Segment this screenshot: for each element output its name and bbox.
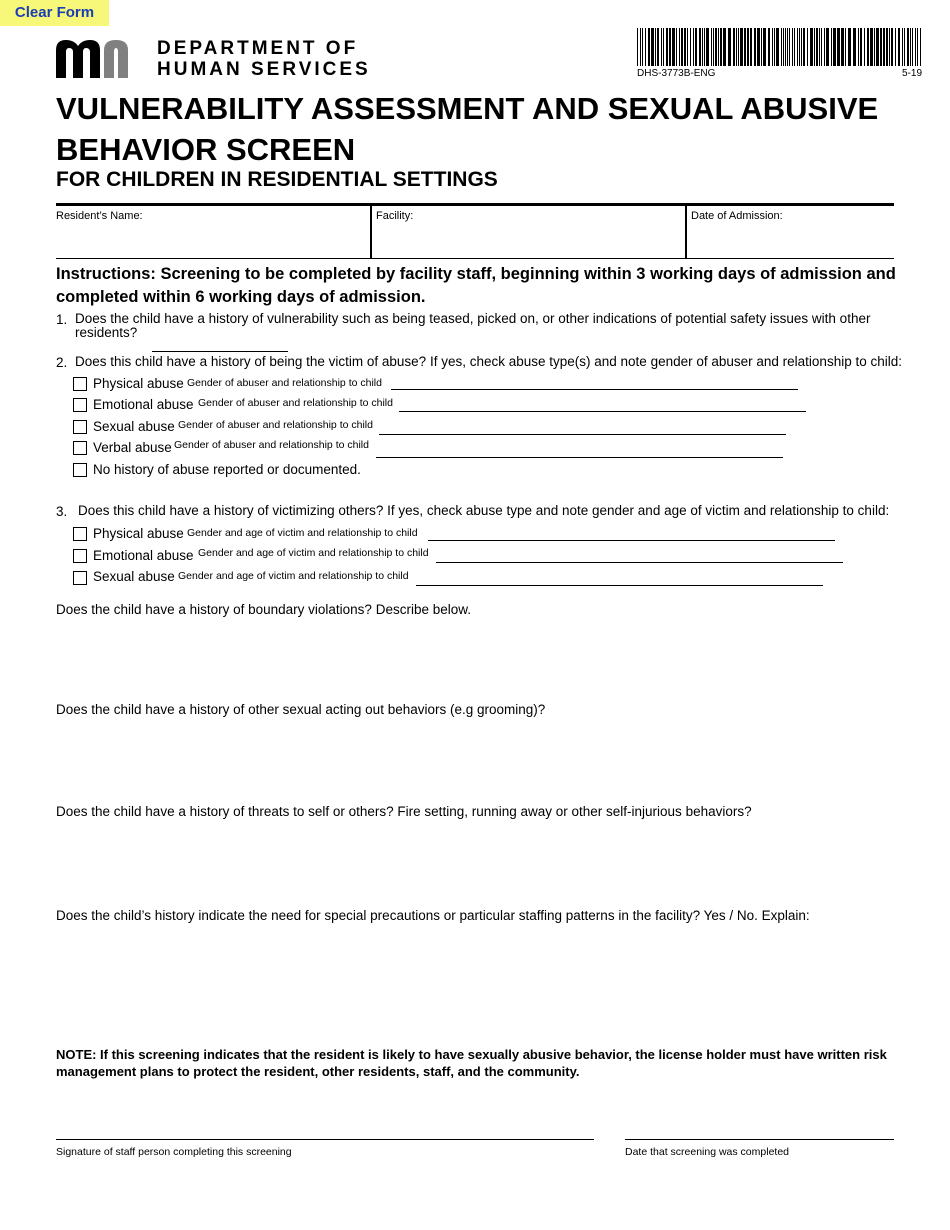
signature-label: Signature of staff person completing this screening bbox=[56, 1146, 292, 1158]
clear-form-button[interactable]: Clear Form bbox=[0, 0, 109, 26]
q3-physical-abuse-label: Physical abuse bbox=[93, 526, 184, 541]
agency-name bbox=[157, 38, 371, 80]
question-2-text: Does this child have a history of being the victim of abuse? If yes, check abuse type(s) and note gender of abuser and relationship to child: bbox=[75, 354, 902, 369]
q2-verbal-abuse-checkbox[interactable] bbox=[73, 441, 87, 455]
q2-emotional-abuse-label: Emotional abuse bbox=[93, 397, 194, 412]
resident-name-label: Resident’s Name: bbox=[56, 210, 143, 222]
date-of-admission-field[interactable] bbox=[691, 206, 894, 258]
q2-physical-abuse-hint: Gender of abuser and relationship to child bbox=[187, 377, 382, 389]
threats-answer[interactable] bbox=[56, 824, 894, 900]
q2-verbal-abuse-hint: Gender of abuser and relationship to child bbox=[174, 439, 369, 451]
q3-emotional-abuse-hint: Gender and age of victim and relationship to child bbox=[198, 547, 429, 559]
divider bbox=[685, 206, 687, 258]
mn-logo-icon bbox=[56, 40, 144, 78]
question-3-text: Does this child have a history of victimizing others? If yes, check abuse type and note gender and age of victim and relationship to child: bbox=[78, 503, 890, 518]
resident-info-table bbox=[56, 203, 894, 259]
q2-no-history-label: No history of abuse reported or documented. bbox=[93, 462, 361, 477]
question-3-number: 3. bbox=[56, 504, 68, 519]
resident-name-field[interactable] bbox=[56, 206, 370, 258]
q2-verbal-abuse-field[interactable] bbox=[376, 457, 783, 458]
q3-emotional-abuse-field[interactable] bbox=[436, 562, 843, 563]
question-1-number: 1. bbox=[56, 312, 68, 327]
facility-label: Facility: bbox=[376, 210, 414, 222]
agency-line-1: DEPARTMENT OF bbox=[157, 38, 359, 59]
q3-sexual-abuse-label: Sexual abuse bbox=[93, 569, 175, 584]
q2-emotional-abuse-field[interactable] bbox=[399, 411, 806, 412]
q3-physical-abuse-field[interactable] bbox=[428, 540, 835, 541]
form-date: 5-19 bbox=[901, 68, 922, 79]
q2-sexual-abuse-checkbox[interactable] bbox=[73, 420, 87, 434]
question-2-number: 2. bbox=[56, 355, 68, 370]
date-of-admission-label: Date of Admission: bbox=[691, 210, 783, 222]
precautions-answer[interactable] bbox=[56, 928, 894, 1036]
grooming-question: Does the child have a history of other sexual acting out behaviors (e.g grooming)? bbox=[56, 702, 546, 717]
q2-physical-abuse-field[interactable] bbox=[391, 389, 798, 390]
q2-verbal-abuse-label: Verbal abuse bbox=[93, 440, 172, 455]
question-1-text: Does the child have a history of vulnerability such as being teased, picked on, or other indications of potential safety issues with other residents? bbox=[75, 311, 871, 340]
q3-sexual-abuse-checkbox[interactable] bbox=[73, 571, 87, 585]
facility-field[interactable] bbox=[376, 206, 684, 258]
page-subtitle: FOR CHILDREN IN RESIDENTIAL SETTINGS bbox=[56, 168, 498, 191]
q3-emotional-abuse-label: Emotional abuse bbox=[93, 548, 194, 563]
agency-line-2: HUMAN SERVICES bbox=[157, 59, 371, 80]
form-number: DHS-3773B-ENG bbox=[637, 68, 716, 79]
precautions-question: Does the child’s history indicate the need for special precautions or particular staffing patterns in the facility? Yes / No. Explain: bbox=[56, 908, 810, 923]
date-completed-field[interactable] bbox=[625, 1139, 894, 1146]
signature-field[interactable] bbox=[56, 1139, 594, 1146]
q3-sexual-abuse-field[interactable] bbox=[416, 585, 823, 586]
boundary-violations-answer[interactable] bbox=[56, 622, 894, 694]
date-completed-label: Date that screening was completed bbox=[625, 1146, 790, 1158]
q3-emotional-abuse-checkbox[interactable] bbox=[73, 549, 87, 563]
boundary-violations-question: Does the child have a history of boundary violations? Describe below. bbox=[56, 602, 471, 617]
q2-sexual-abuse-field[interactable] bbox=[379, 434, 786, 435]
divider bbox=[370, 206, 372, 258]
q2-no-history-checkbox[interactable] bbox=[73, 463, 87, 477]
grooming-answer[interactable] bbox=[56, 722, 894, 796]
risk-management-note: NOTE: If this screening indicates that the resident is likely to have sexually abusive behavior, the license holder must have written risk management plans to protect the resident, other residents, staff, and the community. bbox=[56, 1047, 887, 1079]
q3-sexual-abuse-hint: Gender and age of victim and relationship to child bbox=[178, 570, 409, 582]
threats-question: Does the child have a history of threats to self or others? Fire setting, running away or other self-injurious behaviors? bbox=[56, 804, 752, 819]
q2-physical-abuse-checkbox[interactable] bbox=[73, 377, 87, 391]
instructions: Instructions: Screening to be completed by facility staff, beginning within 3 working days of admission and completed within 6 working days of admission. bbox=[56, 265, 896, 306]
q2-sexual-abuse-label: Sexual abuse bbox=[93, 419, 175, 434]
q2-physical-abuse-label: Physical abuse bbox=[93, 376, 184, 391]
question-1-answer-field[interactable] bbox=[152, 351, 288, 352]
barcode-icon bbox=[637, 28, 922, 66]
q3-physical-abuse-checkbox[interactable] bbox=[73, 527, 87, 541]
q2-emotional-abuse-hint: Gender of abuser and relationship to child bbox=[198, 397, 393, 409]
q2-emotional-abuse-checkbox[interactable] bbox=[73, 398, 87, 412]
q2-sexual-abuse-hint: Gender of abuser and relationship to child bbox=[178, 419, 373, 431]
page-title: VULNERABILITY ASSESSMENT AND SEXUAL ABUSIVE BEHAVIOR SCREEN bbox=[56, 91, 879, 167]
q3-physical-abuse-hint: Gender and age of victim and relationship to child bbox=[187, 527, 418, 539]
